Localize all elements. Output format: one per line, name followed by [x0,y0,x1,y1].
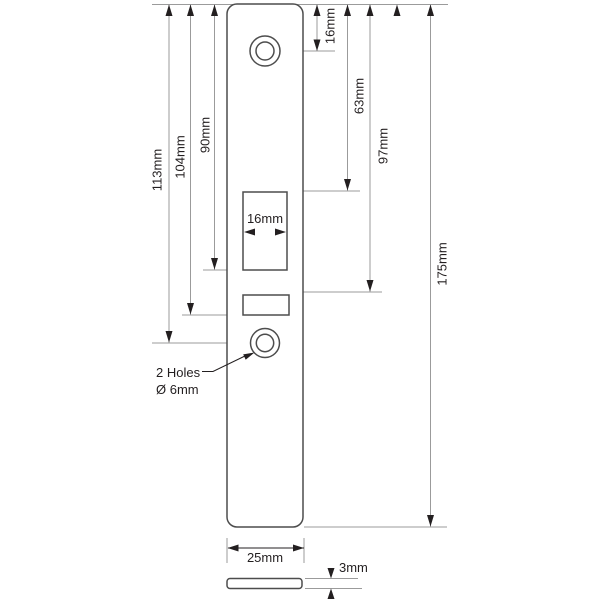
arrow-up-104mm [187,5,194,17]
arrow-up-90mm [211,5,218,17]
dim-label-175mm: 175mm [434,242,450,286]
arrow-down-97mm [367,280,374,292]
arrow-down-90mm [211,258,218,270]
arrow-down-175mm [427,515,434,527]
dim-label-63mm: 63mm [351,77,367,115]
arrow-left-25mm [228,545,239,552]
arrow-up-16mm [314,5,321,17]
arrow-up-175mm [427,5,434,17]
arrow-down-113mm [166,331,173,343]
arrow-down-63mm [344,179,351,191]
arrow-down-104mm [187,303,194,315]
holes-note-line1: 2 Holes [156,365,201,380]
dim-label-90mm: 90mm [197,116,213,154]
dim-label-97mm: 97mm [375,127,391,165]
arrow-down-3mm [328,568,335,579]
arrow-up-97mm [367,5,374,17]
dim-label-3mm: 3mm [339,560,368,575]
dim-label-104mm: 104mm [172,135,188,179]
faceplate-front-view [227,4,303,527]
dim-label-slot-width: 16mm [246,211,284,226]
arrow-up-stray [394,5,401,17]
part-outline-group [227,4,303,589]
arrow-up-113mm [166,5,173,17]
holes-note-line2: Ø 6mm [156,382,199,397]
arrow-down-16mm [314,40,321,52]
faceplate-side-view [227,579,302,589]
arrow-right-25mm [293,545,304,552]
dim-label-25mm: 25mm [246,550,284,565]
dim-label-113mm: 113mm [149,148,165,192]
arrow-up-3mm [328,589,335,600]
arrow-up-63mm [344,5,351,17]
dim-label-16mm-offset: 16mm [322,7,338,45]
